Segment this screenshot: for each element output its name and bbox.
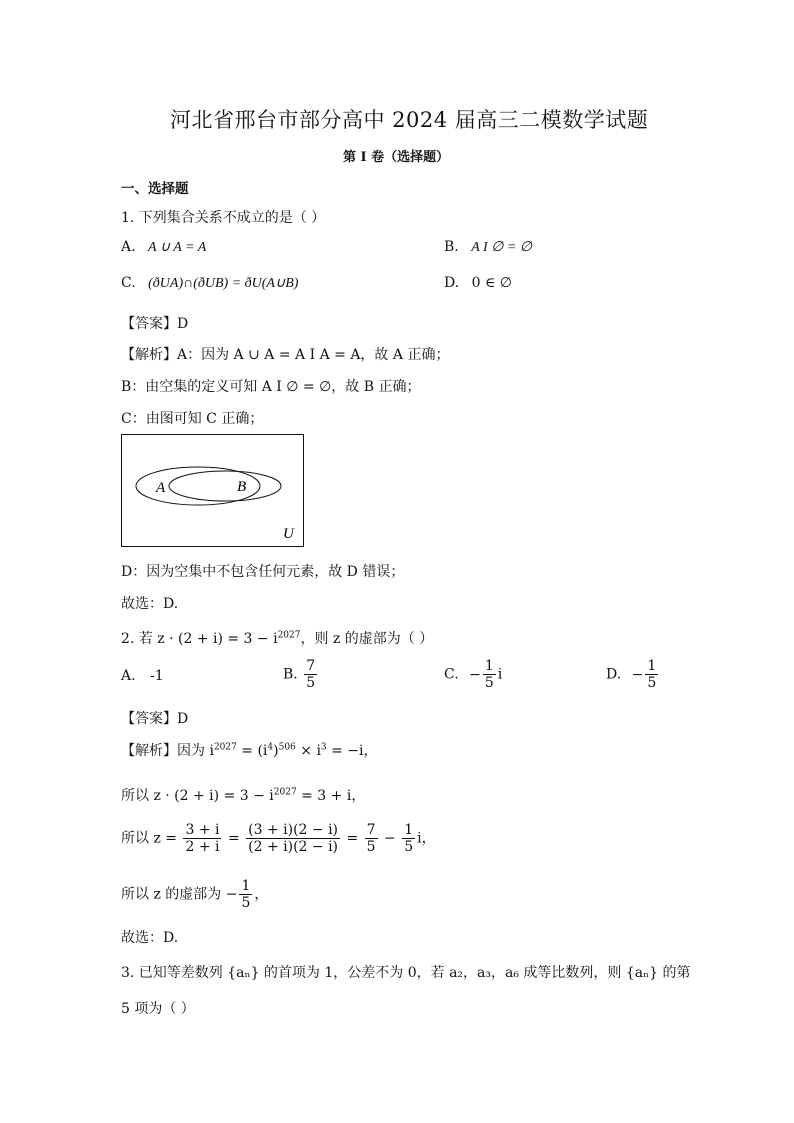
- q2-option-a: [121, 668, 164, 684]
- q1-stem: 1. 下列集合关系不成立的是（ ）: [121, 210, 326, 226]
- exponent: 506: [278, 742, 296, 753]
- q2-option-d: [606, 658, 660, 691]
- fraction-numerator: 1: [241, 878, 251, 894]
- text: × i: [295, 743, 321, 759]
- exponent: 3: [320, 742, 327, 753]
- equals: =: [227, 830, 240, 847]
- q2-analysis-line1: [121, 740, 378, 760]
- q1-option-a: [121, 239, 206, 256]
- fraction-denominator: (2 + i)(2 − i): [248, 839, 339, 856]
- fraction: [239, 878, 252, 911]
- q2-answer: 【答案】D: [121, 711, 189, 727]
- fraction-denominator: 5: [484, 675, 494, 692]
- venn-universe-box: [122, 435, 304, 547]
- fraction: [402, 822, 415, 855]
- fraction-numerator: (3 + i)(2 − i): [248, 822, 339, 838]
- option-text: -1: [150, 668, 164, 684]
- exponent: 4: [267, 742, 274, 753]
- text: = −i，: [326, 743, 378, 759]
- q2-option-b: [283, 658, 319, 691]
- q1-analysis-b: B：由空集的定义可知 A I ∅ = ∅，故 B 正确；: [121, 379, 421, 395]
- venn-diagram: [121, 434, 305, 548]
- q2-stem-lead: 2. 若 z · (2 + i) = 3 − i: [121, 631, 278, 647]
- fraction-denominator: 5: [404, 839, 414, 856]
- text: 所以 z 的虚部为 −: [121, 886, 238, 903]
- fraction: [246, 822, 340, 855]
- text: i，: [417, 830, 436, 847]
- q1-analysis-a: 【解析】A：因为 A ∪ A = A I A = A，故 A 正确；: [121, 347, 450, 363]
- venn-label-a: A: [156, 480, 166, 496]
- fraction-denominator: 2 + i: [185, 839, 220, 856]
- fraction-denominator: 5: [366, 839, 376, 856]
- option-label: D.: [606, 666, 622, 683]
- q1-conclusion: 故选：D.: [121, 596, 179, 612]
- text: 【解析】因为 i: [121, 743, 214, 759]
- exponent: 2027: [213, 742, 237, 753]
- fraction-numerator: 1: [484, 658, 494, 674]
- fraction-numerator: 7: [366, 822, 376, 838]
- venn-label-u: U: [283, 526, 294, 542]
- q1-analysis-c: C：由图可知 C 正确；: [121, 411, 264, 427]
- option-label: C.: [444, 666, 459, 683]
- option-suffix: i: [497, 666, 503, 683]
- option-text: (ðUA)∩(ðUB) = ðU(A∪B): [148, 276, 299, 291]
- option-label: A.: [121, 668, 136, 684]
- option-sign: −: [631, 666, 644, 683]
- q2-analysis-line3: [121, 822, 436, 855]
- text: = (i: [236, 743, 268, 759]
- q2-analysis-line4: [121, 878, 268, 911]
- text: 所以 z =: [121, 830, 178, 847]
- option-sign: −: [469, 666, 481, 683]
- q3-stem-line1: 3. 已知等差数列 {aₙ} 的首项为 1，公差不为 0，若 a₂，a₃，a₆ 成等比数列，则 {aₙ} 的第: [121, 965, 691, 981]
- page-subtitle: 第 I 卷（选择题）: [343, 150, 450, 165]
- option-fraction: [304, 658, 317, 691]
- option-label: A.: [121, 239, 136, 255]
- exponent: 2027: [273, 787, 297, 798]
- q1-analysis-d: D：因为空集中不包含任何元素，故 D 错误；: [121, 564, 405, 580]
- fraction-denominator: 5: [647, 675, 657, 692]
- venn-set-b: [169, 471, 281, 501]
- text: 所以 z · (2 + i) = 3 − i: [121, 788, 274, 804]
- q1-answer: 【答案】D: [121, 316, 189, 332]
- q2-stem-exponent: 2027: [277, 630, 301, 641]
- venn-label-b: B: [237, 479, 247, 495]
- section-heading: 一、选择题: [121, 181, 189, 197]
- equals: =: [346, 830, 359, 847]
- option-fraction: [483, 658, 496, 691]
- q1-option-d: [444, 275, 512, 291]
- minus: −: [384, 830, 396, 847]
- option-label: B.: [283, 666, 298, 683]
- q2-analysis-line2: [121, 785, 365, 805]
- fraction: [183, 822, 221, 855]
- fraction-numerator: 3 + i: [185, 822, 220, 838]
- option-fraction: [645, 658, 658, 691]
- option-text: A ∪ A = A: [148, 240, 207, 255]
- fraction: [365, 822, 378, 855]
- text: ，: [254, 886, 269, 903]
- text: ): [273, 743, 279, 759]
- q3-stem-line2: 5 项为（ ）: [121, 1001, 195, 1017]
- option-label: D.: [444, 275, 460, 291]
- text: = 3 + i，: [296, 788, 366, 804]
- option-text: 0 ∈ ∅: [471, 275, 513, 291]
- option-text: A I ∅ = ∅: [471, 240, 533, 255]
- q2-conclusion: 故选：D.: [121, 930, 179, 946]
- fraction-denominator: 5: [241, 895, 251, 912]
- q2-option-c: [444, 658, 502, 691]
- q2-stem-tail: ，则 z 的虚部为（ ）: [300, 631, 434, 647]
- page-title: 河北省邢台市部分高中 2024 届高三二模数学试题: [170, 108, 649, 132]
- fraction-numerator: 1: [404, 822, 414, 838]
- option-label: C.: [121, 275, 136, 291]
- fraction-numerator: 1: [647, 658, 657, 674]
- option-label: B.: [444, 239, 459, 255]
- q1-option-c: [121, 275, 298, 292]
- q2-stem: [121, 628, 433, 648]
- q1-option-b: [444, 239, 532, 256]
- fraction-denominator: 5: [306, 675, 316, 692]
- fraction-numerator: 7: [306, 658, 316, 674]
